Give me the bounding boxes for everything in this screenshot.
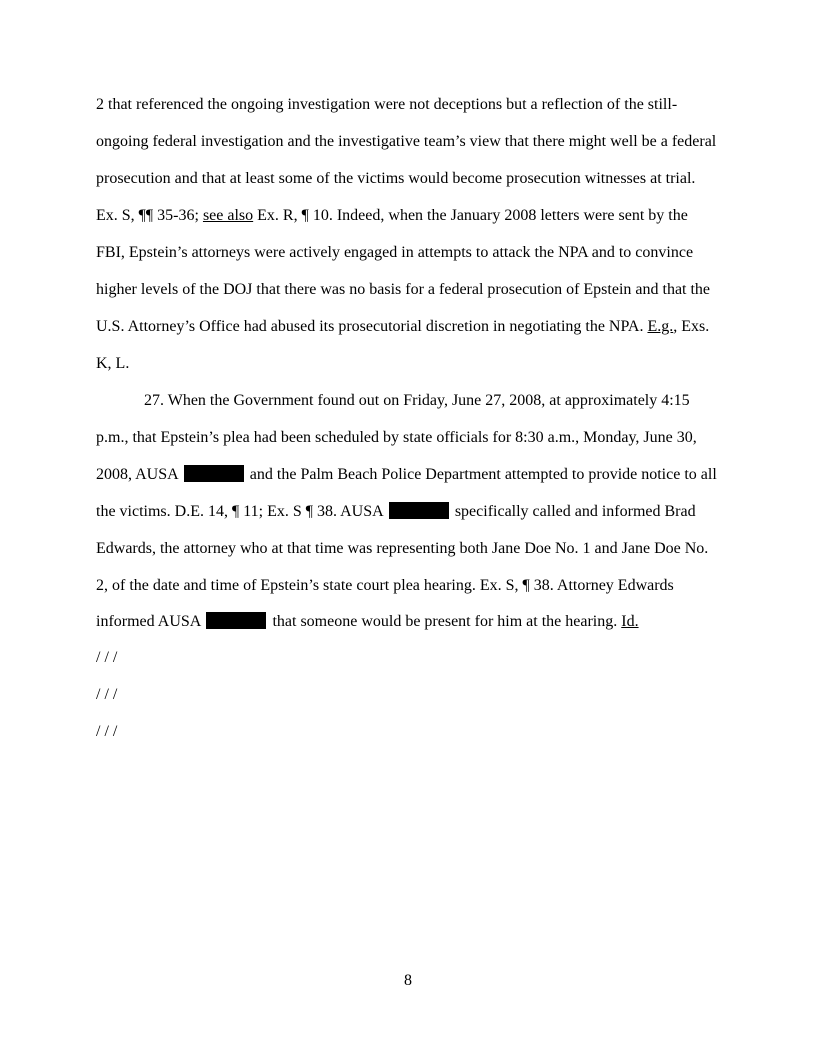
section-separator: / / / <box>96 649 118 666</box>
citation-id: Id. <box>621 613 639 630</box>
text-segment: U.S. Attorney’s Office had abused its prosecutorial discretion in negotiating the NPA. <box>96 318 648 335</box>
redaction-block <box>206 612 266 629</box>
text-line: higher levels of the DOJ that there was no basis for a federal prosecution of Epstein and that the <box>96 281 711 298</box>
text-line <box>96 206 688 226</box>
text-line: Edwards, the attorney who at that time was representing both Jane Doe No. 1 and Jane Doe No. <box>96 540 709 557</box>
page-number: 8 <box>404 972 412 989</box>
text-line <box>96 465 717 485</box>
section-separator: / / / <box>96 686 118 703</box>
text-segment: Ex. S, ¶¶ 35-36; <box>96 207 203 224</box>
text-segment: , Exs. <box>673 318 710 335</box>
text-segment: Ex. R, ¶ 10. Indeed, when the January 2008 letters were sent by the <box>253 207 688 224</box>
text-line: prosecution and that at least some of the victims would become prosecution witnesses at trial. <box>96 170 696 187</box>
text-segment: specifically called and informed Brad <box>454 503 696 520</box>
text-segment: the victims. D.E. 14, ¶ 11; Ex. S ¶ 38. AUSA <box>96 503 383 520</box>
text-segment: and the Palm Beach Police Department attempted to provide notice to all <box>249 466 717 483</box>
text-line <box>96 612 639 632</box>
text-line: FBI, Epstein’s attorneys were actively engaged in attempts to attack the NPA and to convince <box>96 244 694 261</box>
text-line: 2 that referenced the ongoing investigation were not deceptions but a reflection of the still- <box>96 96 678 113</box>
text-line <box>96 502 696 522</box>
text-line: ongoing federal investigation and the investigative team’s view that there might well be a federal <box>96 133 717 150</box>
text-line: p.m., that Epstein’s plea had been scheduled by state officials for 8:30 a.m., Monday, June 30, <box>96 429 697 446</box>
text-line: 2, of the date and time of Epstein’s state court plea hearing. Ex. S, ¶ 38. Attorney Edwards <box>96 577 674 594</box>
citation-signal: see also <box>202 207 254 224</box>
citation-signal: E.g. <box>647 318 674 335</box>
text-segment: 2008, AUSA <box>96 466 178 483</box>
text-segment: informed AUSA <box>96 613 201 630</box>
redaction-block <box>184 465 244 482</box>
text-segment: that someone would be present for him at the hearing. <box>272 613 622 630</box>
redaction-block <box>389 502 449 519</box>
section-separator: / / / <box>96 723 118 740</box>
text-line: K, L. <box>96 355 130 372</box>
paragraph-start: 27. When the Government found out on Friday, June 27, 2008, at approximately 4:15 <box>144 392 690 409</box>
text-line <box>96 317 709 337</box>
